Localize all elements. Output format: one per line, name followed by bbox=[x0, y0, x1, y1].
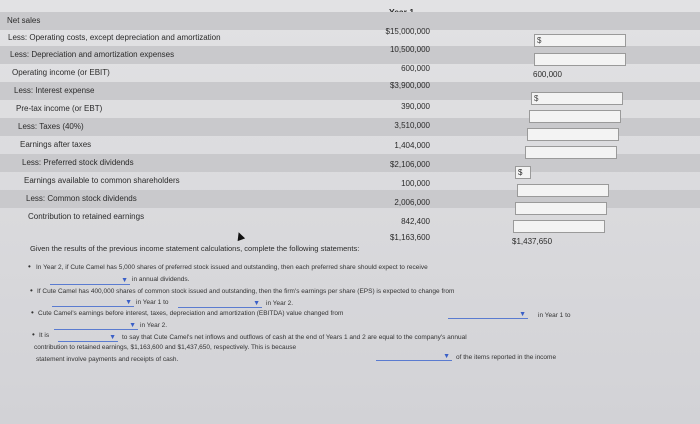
row-label: Earnings available to common shareholders bbox=[24, 176, 180, 185]
row-label: Earnings after taxes bbox=[20, 140, 92, 149]
chevron-down-icon: ▼ bbox=[519, 311, 526, 318]
chevron-down-icon: ▼ bbox=[253, 300, 260, 307]
statement-1-text: In Year 2, if Cute Camel has 5,000 shares of preferred stock issued and outstanding, then each preferred share should expect to receive bbox=[36, 264, 428, 271]
statement-4-mid: to say that Cute Camel's net inflows and outflows of cash at the end of Years 1 and 2 are equal to the company's annual bbox=[122, 334, 467, 341]
chevron-down-icon: ▼ bbox=[121, 277, 128, 284]
currency-symbol: $ bbox=[537, 36, 542, 45]
row-year1: 2,006,000 bbox=[394, 198, 430, 207]
row-year2-value: 600,000 bbox=[533, 70, 562, 79]
chevron-down-icon: ▼ bbox=[109, 334, 116, 341]
accuracy-select[interactable] bbox=[58, 333, 118, 342]
statement-4-text: It is bbox=[39, 332, 50, 339]
instructions-text: Given the results of the previous income statement calculations, complete the following statements: bbox=[30, 244, 360, 253]
row-year2-value: $1,437,650 bbox=[512, 237, 553, 246]
statement-3-mid: in Year 1 to bbox=[538, 312, 571, 319]
row-year1: 1,404,000 bbox=[394, 141, 430, 150]
pretax-income-year2-input[interactable] bbox=[529, 110, 621, 123]
taxes-year2-input[interactable] bbox=[527, 128, 619, 141]
row-label: Less: Common stock dividends bbox=[26, 194, 137, 203]
row-label: Operating income (or EBIT) bbox=[12, 68, 110, 77]
statement-1-end: in annual dividends. bbox=[132, 276, 190, 283]
row-label: Pre-tax income (or EBT) bbox=[16, 104, 103, 113]
currency-symbol: $ bbox=[534, 94, 539, 103]
bullet-icon: • bbox=[28, 262, 31, 271]
statement-3-end: in Year 2. bbox=[140, 322, 168, 329]
eps-year2-select[interactable] bbox=[178, 299, 262, 308]
row-year1: $15,000,000 bbox=[385, 27, 430, 36]
row-year1: $2,106,000 bbox=[389, 160, 430, 169]
statement-2-end: in Year 2. bbox=[266, 300, 294, 307]
bullet-icon: • bbox=[30, 286, 33, 295]
row-label: Net sales bbox=[7, 16, 41, 25]
ebitda-year1-select[interactable] bbox=[448, 310, 528, 319]
statement-4-end: statement involve payments and receipts of cash. bbox=[36, 356, 179, 363]
preferred-dividends-year2-input[interactable] bbox=[515, 166, 531, 179]
common-dividends-year2-input[interactable] bbox=[515, 202, 607, 215]
operating-costs-year2-input[interactable] bbox=[534, 53, 626, 66]
statement-4-tail: of the items reported in the income bbox=[456, 354, 557, 361]
currency-symbol: $ bbox=[518, 168, 523, 177]
eps-year1-select[interactable] bbox=[52, 298, 134, 307]
chevron-down-icon: ▼ bbox=[443, 353, 450, 360]
ebitda-year2-select[interactable] bbox=[54, 321, 138, 330]
interest-expense-year2-input[interactable] bbox=[531, 92, 623, 105]
preferred-dividend-per-share-select[interactable] bbox=[50, 276, 130, 285]
earnings-after-taxes-year2-input[interactable] bbox=[525, 146, 617, 159]
row-label: Less: Interest expense bbox=[14, 86, 95, 95]
row-year1: 10,500,000 bbox=[389, 45, 430, 54]
chevron-down-icon: ▼ bbox=[129, 322, 136, 329]
net-sales-year2-input[interactable] bbox=[534, 34, 626, 47]
row-label: Less: Operating costs, except depreciation and amortization bbox=[8, 33, 221, 42]
bullet-icon: • bbox=[32, 330, 35, 339]
row-year1: 842,400 bbox=[401, 217, 430, 226]
row-year1: $1,163,600 bbox=[389, 233, 430, 242]
row-year1: 600,000 bbox=[401, 64, 430, 73]
reason-select[interactable] bbox=[376, 352, 452, 361]
row-year1: 3,510,000 bbox=[394, 121, 430, 130]
statement-2-text: If Cute Camel has 400,000 shares of common stock issued and outstanding, then the firm's earnings per share (EPS) is expected to change from bbox=[37, 288, 455, 295]
earnings-common-year2-input[interactable] bbox=[517, 184, 609, 197]
retained-earnings-year2-input[interactable] bbox=[513, 220, 605, 233]
row-label: Less: Preferred stock dividends bbox=[22, 158, 134, 167]
row-year1: 390,000 bbox=[401, 102, 430, 111]
statement-2-mid: in Year 1 to bbox=[136, 299, 169, 306]
bullet-icon: • bbox=[31, 308, 34, 317]
row-label: Less: Taxes (40%) bbox=[18, 122, 84, 131]
statement-4-cont: contribution to retained earnings, $1,163,600 and $1,437,650, respectively. This is because bbox=[34, 344, 297, 351]
row-year1: $3,900,000 bbox=[389, 81, 430, 90]
chevron-down-icon: ▼ bbox=[125, 299, 132, 306]
statement-3-text: Cute Camel's earnings before interest, taxes, depreciation and amortization (EBITDA) value changed from bbox=[38, 310, 344, 317]
row-label: Contribution to retained earnings bbox=[28, 212, 145, 221]
row-year1: 100,000 bbox=[401, 179, 430, 188]
row-label: Less: Depreciation and amortization expenses bbox=[10, 50, 175, 59]
